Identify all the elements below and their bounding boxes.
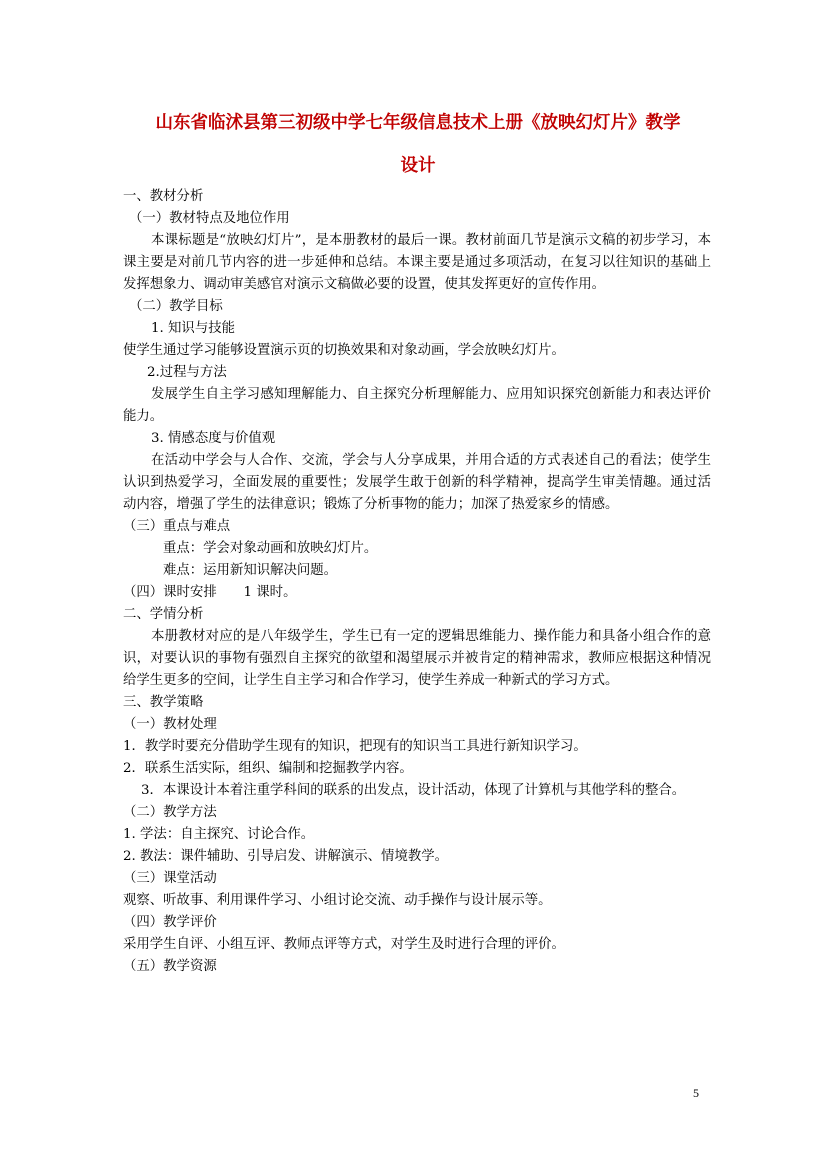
subsection-heading: （三）课堂活动 (123, 871, 217, 886)
list-heading: 2.过程与方法 (147, 365, 227, 380)
list-item: 2．联系生活实际，组织、编制和挖掘教学内容。 (123, 761, 413, 776)
document-body (123, 186, 711, 978)
subsection-heading: （四）教学评价 (123, 915, 217, 930)
subsection-heading: （五）教学资源 (123, 959, 217, 974)
body-paragraph: 采用学生自评、小组互评、教师点评等方式，对学生及时进行合理的评价。 (123, 937, 565, 952)
subsection-heading: （三）重点与难点 (123, 519, 231, 534)
body-paragraph: 发展学生自主学习感知理解能力、自主探究分析理解能力、应用知识探究创新能力和表达评价能力。 (123, 387, 711, 424)
body-paragraph: 在活动中学会与人合作、交流，学会与人分享成果，并用合适的方式表述自己的看法；使学生认识到热爱学习，全面发展的重要性；发展学生敢于创新的科学精神，提高学生审美情趣。通过活动内容，增强了学生的法律意识；锻炼了分析事物的能力；加深了热爱家乡的情感。 (123, 453, 711, 512)
section-heading: 三、教学策略 (123, 695, 204, 710)
body-paragraph: 观察、听故事、利用课件学习、小组讨论交流、动手操作与设计展示等。 (123, 893, 552, 908)
subsection-heading: （二）教学方法 (123, 805, 217, 820)
list-item: 3．本课设计本着注重学科间的联系的出发点，设计活动，体现了计算机与其他学科的整合。 (141, 783, 686, 798)
list-item: 1．教学时要充分借助学生现有的知识，把现有的知识当工具进行新知识学习。 (123, 739, 587, 754)
list-heading: 1. 知识与技能 (151, 321, 235, 336)
section-heading: 一、教材分析 (123, 189, 204, 204)
list-heading: 3. 情感态度与价值观 (151, 431, 276, 446)
list-item: 2. 教法：课件辅助、引导启发、讲解演示、情境教学。 (123, 849, 449, 864)
document-title-line2: 设计 (400, 156, 436, 176)
subsection-heading: （二）教学目标 (129, 299, 223, 314)
body-paragraph: 本册教材对应的是八年级学生，学生已有一定的逻辑思维能力、操作能力和具备小组合作的意识，对要认识的事物有强烈自主探究的欲望和渴望展示并被肯定的精神需求，教师应根据这种情况给学生更多的空间，让学生自主学习和合作学习，使学生养成一种新式的学习方式。 (123, 629, 711, 688)
page-number: 5 (693, 1086, 699, 1100)
body-paragraph: 本课标题是“放映幻灯片”，是本册教材的最后一课。教材前面几节是演示文稿的初步学习，本课主要是对前几节内容的进一步延伸和总结。本课主要是通过多项活动，在复习以往知识的基础上发挥想象力、调动审美感官对演示文稿做必要的设置，使其发挥更好的宣传作用。 (123, 233, 711, 292)
list-item: 1. 学法：自主探究、讨论合作。 (123, 827, 315, 842)
body-paragraph: 使学生通过学习能够设置演示页的切换效果和对象动画，学会放映幻灯片。 (123, 343, 565, 358)
body-paragraph: 难点：运用新知识解决问题。 (163, 563, 338, 578)
subsection-heading: （四）课时安排 1 课时。 (123, 585, 297, 600)
body-paragraph: 重点：学会对象动画和放映幻灯片。 (163, 541, 378, 556)
section-heading: 二、学情分析 (123, 607, 204, 622)
subsection-heading: （一）教材特点及地位作用 (129, 211, 290, 226)
subsection-heading: （一）教材处理 (123, 717, 217, 732)
document-title-line1: 山东省临沭县第三初级中学七年级信息技术上册《放映幻灯片》教学 (155, 113, 681, 133)
